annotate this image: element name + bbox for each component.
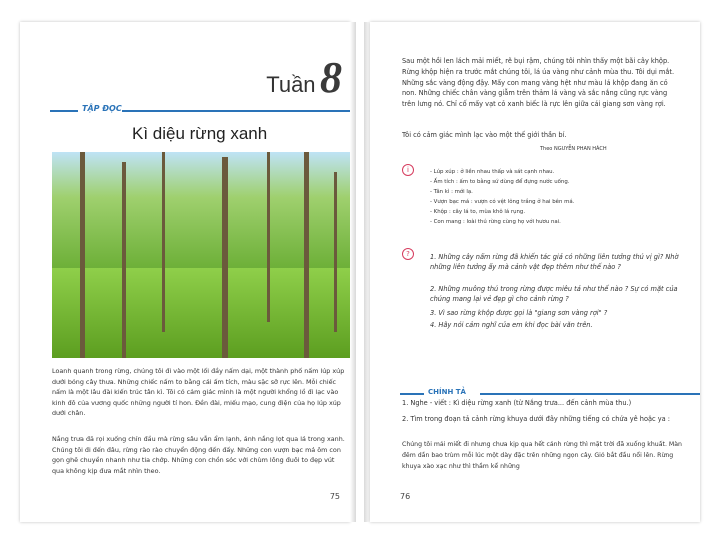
lesson-title: Kì diệu rừng xanh	[132, 124, 268, 143]
question-2: 2. Những muông thú trong rừng được miêu tả như thế nào ? Sự có mặt của chúng mang lại vẻ đẹp gì cho cảnh rừng ?	[430, 285, 678, 303]
week-label: Tuần	[266, 72, 316, 97]
page-number-right: 76	[400, 492, 411, 501]
forest-photo	[52, 152, 350, 358]
glossary-icon: i	[402, 164, 414, 176]
section-label: TẬP ĐỌC	[82, 104, 122, 113]
section2-header	[400, 388, 700, 398]
question-icon: ?	[402, 248, 414, 260]
author: Theo NGUYỄN PHAN HÁCH	[540, 146, 607, 152]
glossary-item: - Con mang : loài thú rừng cùng họ với hươu nai.	[430, 219, 561, 225]
dictation-1: 1. Nghe - viết : Kì diệu rừng xanh (từ Nắng trưa... đến cảnh mùa thu.)	[402, 399, 632, 407]
glossary-item: - Khộp : cây lá to, mùa khô lá rụng.	[430, 209, 526, 215]
question-4: 4. Hãy nói cảm nghĩ của em khi đọc bài văn trên.	[430, 321, 593, 329]
dictation-2: 2. Tìm trong đoạn tả cảnh rừng khuya dưới đây những tiếng có chứa yê hoặc ya :	[402, 415, 671, 423]
right-page	[370, 22, 700, 522]
section2-label: CHÍNH TẢ	[428, 388, 466, 396]
left-page	[20, 22, 350, 522]
week-heading	[266, 52, 342, 103]
section-header	[50, 104, 350, 114]
page-number: 75	[329, 492, 340, 501]
glossary-item: - Vượn bạc má : vượn có vệt lông trắng ở hai bên má.	[430, 199, 575, 205]
glossary-item: - Tân kì : mới lạ.	[430, 189, 473, 195]
paragraph-1: Loanh quanh trong rừng, chúng tôi đi vào một lối đầy nấm dại, một thành phố nấm lúp xúp dưới bóng cây thưa. Những chiếc nấm to bằng cái ấm tích, màu sặc sỡ rực lên. Mỗi chiếc nấm là một lâu đài kiến trúc tân kì. Tôi có cảm giác mình là một người khổng lồ đi lạc vào kinh đô của vương quốc những người tí hon. Đền đài, miếu mạo, cung điện của họ lúp xúp dưới chân.	[52, 367, 345, 418]
gutter-left	[350, 22, 356, 522]
right-paragraph-2: Tôi có cảm giác mình lạc vào một thế giới thần bí.	[402, 131, 567, 139]
glossary-item: - Lúp xúp : ở liền nhau thấp và sát cạnh nhau.	[430, 169, 555, 175]
week-number: 8	[320, 53, 342, 102]
right-paragraph-1: Sau một hồi len lách mải miết, rẽ bụi rậm, chúng tôi nhìn thấy một bãi cây khộp. Rừng khộp hiện ra trước mắt chúng tôi, lá úa vàng như cảnh mùa thu. Tôi dụi mắt. Những sắc vàng động đậy. Mấy con mang vàng hệt như màu lá khộp đang ăn cỏ non. Những chiếc chân vàng giẫm trên thảm lá vàng và sắc nắng cũng rực vàng trên lưng nó. Chỉ cố mấy vạt cỏ xanh biếc là rực lên giữa cái giang sơn vàng rợi.	[402, 57, 675, 109]
question-3: 3. Vì sao rừng khộp được gọi là "giang sơn vàng rợi" ?	[430, 309, 608, 317]
question-1: 1. Những cây nấm rừng đã khiến tác giả có những liên tưởng thú vị gì? Nhờ những liên tưởng ấy mà cảnh vật đẹp thêm như thế nào ?	[430, 253, 679, 271]
glossary-item: - Ấm tích : ấm to bằng sứ dùng để đựng nước uống.	[430, 179, 570, 185]
paragraph-2: Nắng trưa đã rọi xuống chỉn đầu mà rừng sâu vẫn ẩm lạnh, ánh nắng lọt qua lá trong xanh. Chúng tôi đi đến đâu, rừng rào rào chuyển động đến đấy. Những con vượn bạc má ôm con gọn ghẽ chuyền nhanh như tia chớp. Những con chồn sóc với chùm lông đuôi to đẹp vút qua không kịp đưa mắt nhìn theo.	[52, 435, 345, 475]
dictation-3: Chúng tôi mải miết đi nhưng chưa kịp qua hết cánh rừng thì mặt trời đã xuống khuất. Màn đêm dần bao trùm mỗi lúc một dày đặc trên những ngọn cây. Gió bắt đầu nổi lên. Rừng khuya xào xạc như thì thầm kể những	[402, 441, 682, 470]
